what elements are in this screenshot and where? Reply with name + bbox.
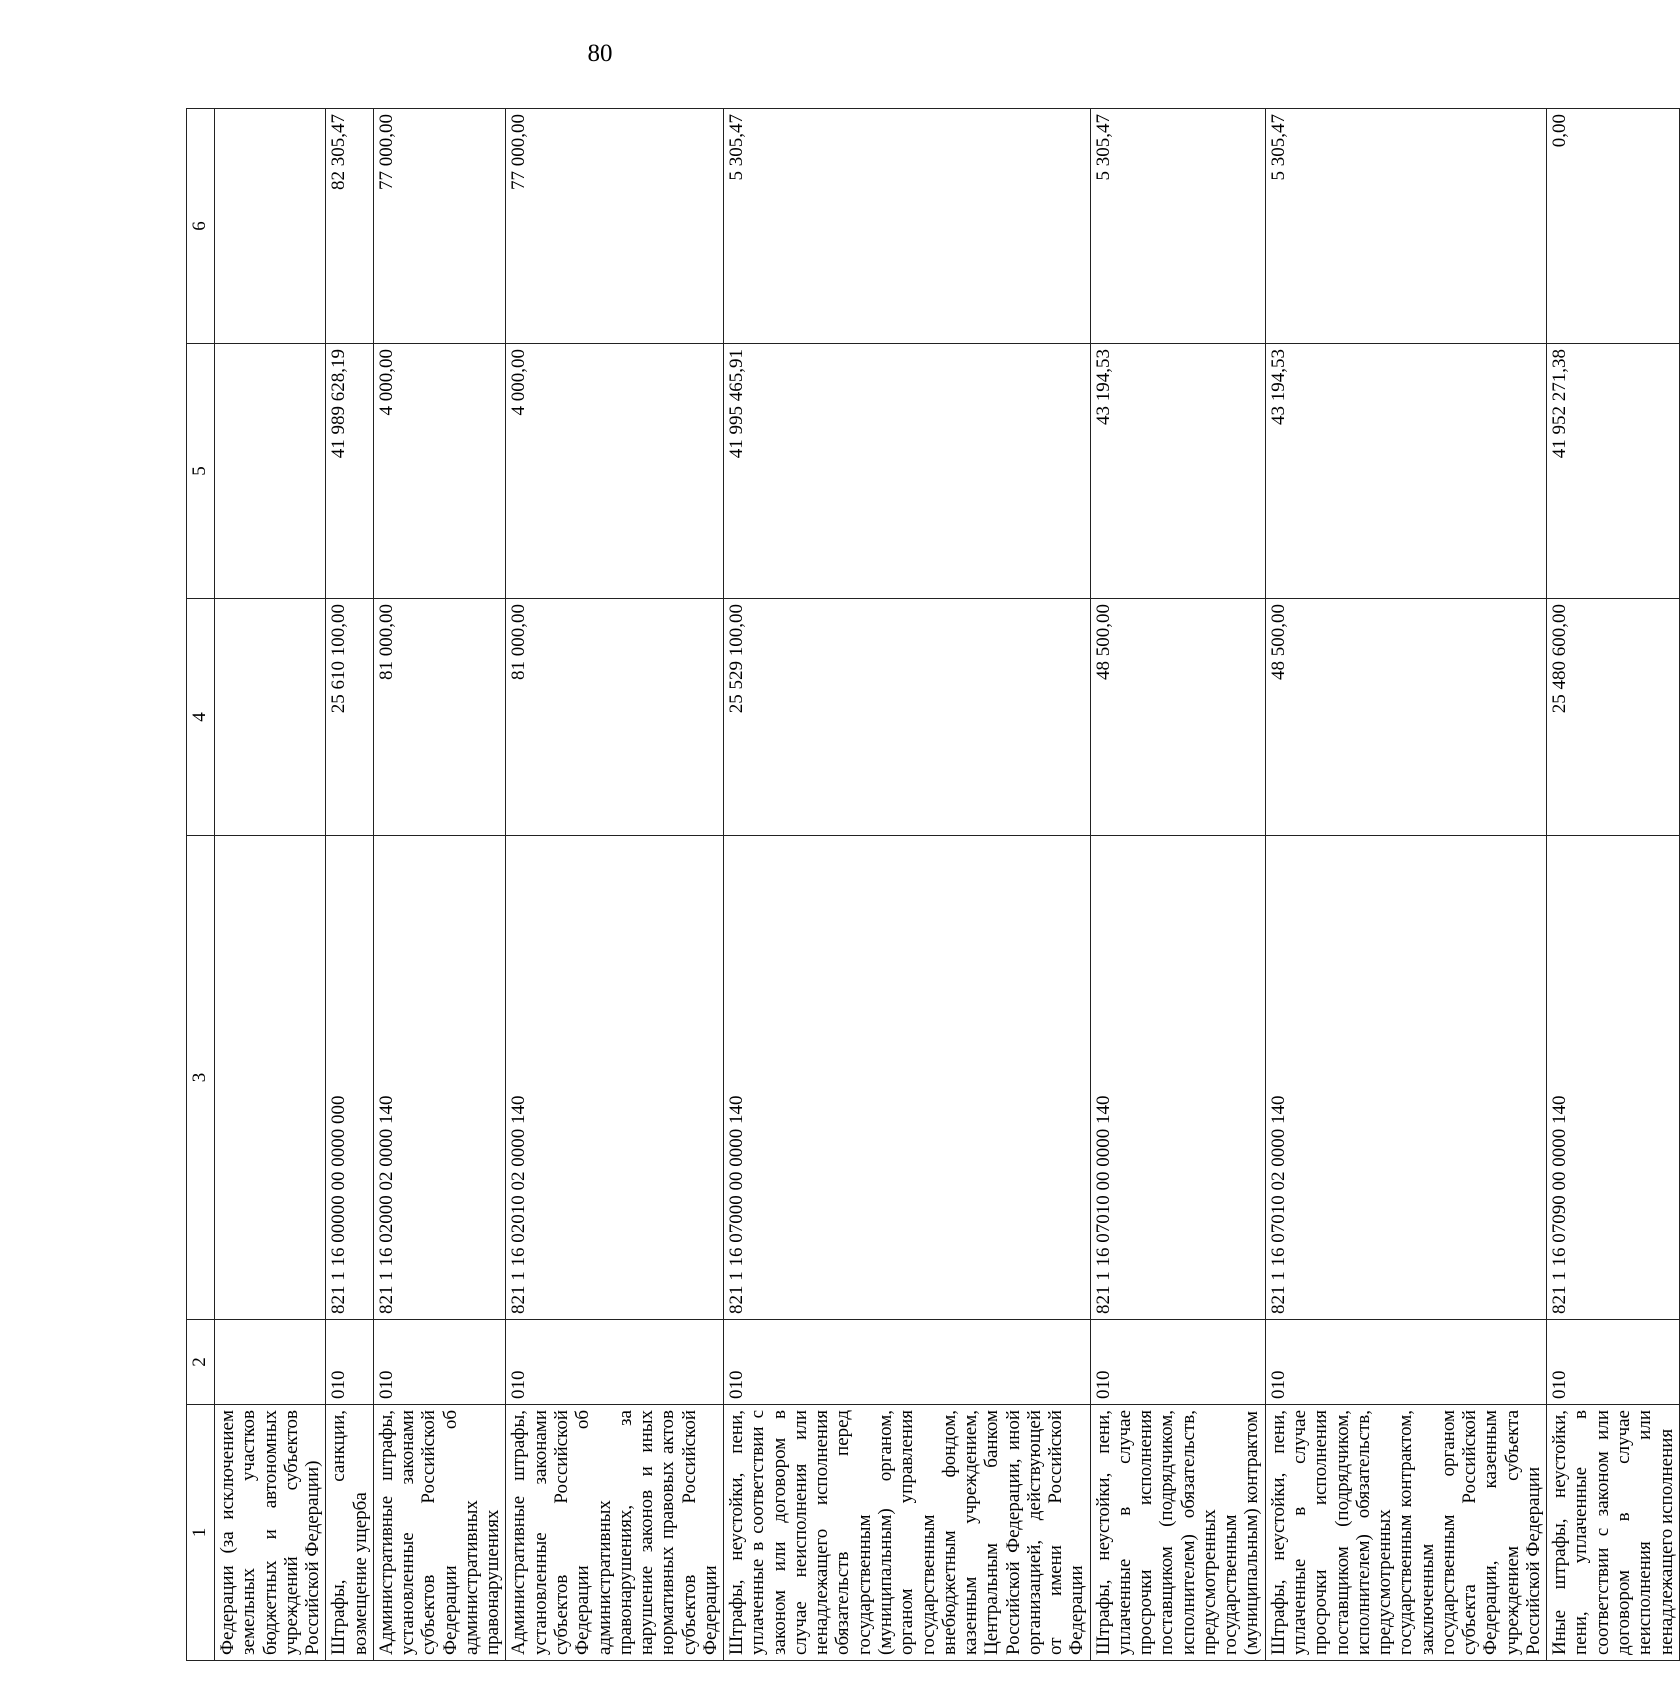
table-row (373, 109, 506, 1661)
header-col-6: 6 (187, 109, 215, 344)
value-col-6: 5 305,47 (1265, 109, 1546, 344)
value-col-5: 4 000,00 (373, 344, 506, 599)
row-name: Федерации (за исключением земельных участков бюджетных и автономных учреждений субъектов Российской Федерации) (215, 1405, 326, 1661)
value-col-4: 25 610 100,00 (326, 599, 374, 836)
rotated-table-container (186, 109, 1677, 1661)
value-col-5: 4 000,00 (506, 344, 724, 599)
budget-classification-code (215, 836, 326, 1320)
value-col-5: 43 194,53 (1090, 344, 1265, 599)
page-number: 80 (587, 40, 613, 67)
row-code (215, 1320, 326, 1405)
value-col-4: 48 500,00 (1265, 599, 1546, 836)
budget-classification-code: 821 1 16 07010 00 0000 140 (1090, 836, 1265, 1320)
value-col-6: 5 305,47 (1090, 109, 1265, 344)
row-name: Штрафы, санкции, возмещение ущерба (326, 1405, 374, 1661)
table-header-row (187, 109, 215, 1661)
table-row (1265, 109, 1546, 1661)
value-col-6: 77 000,00 (506, 109, 724, 344)
row-code: 010 (373, 1320, 506, 1405)
table-row (506, 109, 724, 1661)
value-col-6: 0,00 (1547, 109, 1680, 344)
table-row (724, 109, 1091, 1661)
budget-table (186, 108, 1680, 1661)
budget-classification-code: 821 1 16 07010 02 0000 140 (1265, 836, 1546, 1320)
value-col-4: 48 500,00 (1090, 599, 1265, 836)
header-col-5: 5 (187, 344, 215, 599)
table-row (1090, 109, 1265, 1661)
row-code: 010 (1090, 1320, 1265, 1405)
header-col-3: 3 (187, 836, 215, 1320)
value-col-4: 25 480 600,00 (1547, 599, 1680, 836)
row-name: Административные штрафы, установленные законами субъектов Российской Федерации об административных правонарушениях, за нарушение законов и иных нормативных правовых актов субъектов Российской Федерации (506, 1405, 724, 1661)
header-col-2: 2 (187, 1320, 215, 1405)
value-col-4: 81 000,00 (506, 599, 724, 836)
value-col-6: 82 305,47 (326, 109, 374, 344)
row-code: 010 (1547, 1320, 1680, 1405)
budget-classification-code: 821 1 16 02000 02 0000 140 (373, 836, 506, 1320)
budget-classification-code: 821 1 16 07000 00 0000 140 (724, 836, 1091, 1320)
budget-classification-code: 821 1 16 00000 00 0000 000 (326, 836, 374, 1320)
table-row (215, 109, 326, 1661)
value-col-5: 41 989 628,19 (326, 344, 374, 599)
row-name: Административные штрафы, установленные законами субъектов Российской Федерации об административных правонарушениях (373, 1405, 506, 1661)
table-row (326, 109, 374, 1661)
row-code: 010 (326, 1320, 374, 1405)
value-col-6: 77 000,00 (373, 109, 506, 344)
row-code: 010 (724, 1320, 1091, 1405)
value-col-5: 41 995 465,91 (724, 344, 1091, 599)
value-col-6: 5 305,47 (724, 109, 1091, 344)
value-col-4 (215, 599, 326, 836)
row-name: Штрафы, неустойки, пени, уплаченные в случае просрочки исполнения поставщиком (подрядчиком, исполнителем) обязательств, предусмотренных государственным (муниципальным) контрактом (1090, 1405, 1265, 1661)
row-name: Иные штрафы, неустойки, пени, уплаченные в соответствии с законом или договором в случае неисполнения или ненадлежащего исполнения (1547, 1405, 1680, 1661)
value-col-4: 25 529 100,00 (724, 599, 1091, 836)
value-col-5 (215, 344, 326, 599)
value-col-5: 41 952 271,38 (1547, 344, 1680, 599)
header-col-1: 1 (187, 1405, 215, 1661)
table-row (1547, 109, 1680, 1661)
value-col-4: 81 000,00 (373, 599, 506, 836)
budget-classification-code: 821 1 16 02010 02 0000 140 (506, 836, 724, 1320)
row-code: 010 (1265, 1320, 1546, 1405)
value-col-6 (215, 109, 326, 344)
header-col-4: 4 (187, 599, 215, 836)
value-col-5: 43 194,53 (1265, 344, 1546, 599)
row-name: Штрафы, неустойки, пени, уплаченные в случае просрочки исполнения поставщиком (подрядчиком, исполнителем) обязательств, предусмотренных государственным контрактом, заключенным государственным органом субъекта Российской Федерации, казенным учреждением субъекта Российской Федерации (1265, 1405, 1546, 1661)
row-code: 010 (506, 1320, 724, 1405)
row-name: Штрафы, неустойки, пени, уплаченные в соответствии с законом или договором в случае неисполнения или ненадлежащего исполнения обязательств перед государственным (муниципальным) органом, органом управления государственным внебюджетным фондом, казенным учреждением, Центральным банком Российской Федерации, иной организацией, действующей от имени Российской Федерации (724, 1405, 1091, 1661)
rotated-table-frame (186, 109, 1677, 1661)
budget-classification-code: 821 1 16 07090 00 0000 140 (1547, 836, 1680, 1320)
